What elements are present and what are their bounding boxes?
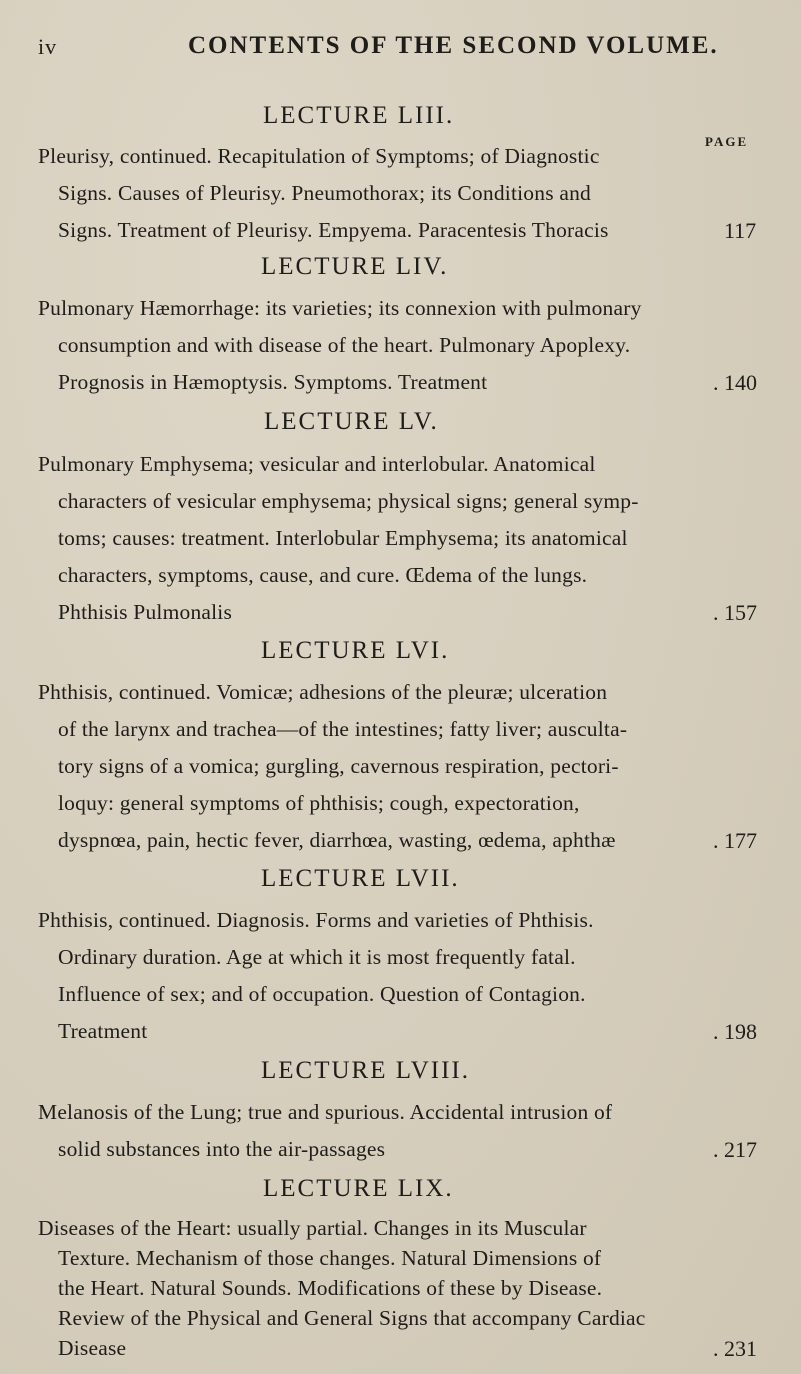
lecture-heading: LECTURE LIII. bbox=[263, 102, 455, 129]
lecture-heading: LECTURE LV. bbox=[264, 408, 439, 435]
entry-line: Signs. Causes of Pleurisy. Pneumothorax; its Conditions and bbox=[58, 181, 591, 205]
entry-line: Texture. Mechanism of those changes. Natural Dimensions of bbox=[58, 1246, 602, 1270]
lecture-heading: LECTURE LIV. bbox=[261, 253, 449, 280]
entry-line: Influence of sex; and of occupation. Question of Contagion. bbox=[58, 982, 586, 1006]
entry-line: Prognosis in Hæmoptysis. Symptoms. Treatment bbox=[58, 370, 488, 394]
entry-line: Phthisis, continued. Diagnosis. Forms and varieties of Phthisis. bbox=[38, 908, 594, 932]
entry-line: Signs. Treatment of Pleurisy. Empyema. Paracentesis Thoracis bbox=[58, 218, 609, 242]
entry-line: Disease bbox=[58, 1336, 127, 1360]
page-folio: iv bbox=[38, 34, 58, 59]
entry-line: Melanosis of the Lung; true and spurious. Accidental intrusion of bbox=[38, 1100, 613, 1124]
entry-line: Diseases of the Heart: usually partial. Changes in its Muscular bbox=[38, 1216, 587, 1240]
entry-line: tory signs of a vomica; gurgling, cavernous respiration, pectori- bbox=[58, 754, 619, 778]
entry-line: dyspnœa, pain, hectic fever, diarrhœa, wasting, œdema, aphthæ bbox=[58, 828, 616, 852]
page-reference: . 157 bbox=[713, 600, 757, 625]
entry-line: characters, symptoms, cause, and cure. Œdema of the lungs. bbox=[58, 563, 588, 587]
page-reference: 117 bbox=[724, 218, 757, 243]
entry-line: Review of the Physical and General Signs that accompany Cardiac bbox=[58, 1306, 646, 1330]
entry-line: Phthisis, continued. Vomicæ; adhesions of the pleuræ; ulceration bbox=[38, 680, 608, 704]
entry-line: Ordinary duration. Age at which it is most frequently fatal. bbox=[58, 945, 576, 969]
entry-line: Pulmonary Emphysema; vesicular and interlobular. Anatomical bbox=[38, 452, 596, 476]
entry-line: characters of vesicular emphysema; physical signs; general symp- bbox=[58, 489, 639, 513]
running-head-title: CONTENTS OF THE SECOND VOLUME. bbox=[188, 32, 719, 59]
page-column-label: PAGE bbox=[705, 134, 749, 149]
lecture-heading: LECTURE LVIII. bbox=[261, 1057, 470, 1084]
page-reference: . 177 bbox=[713, 828, 757, 853]
entry-line: of the larynx and trachea—of the intestines; fatty liver; ausculta- bbox=[58, 717, 628, 741]
entry-line: loquy: general symptoms of phthisis; cough, expectoration, bbox=[58, 791, 580, 815]
lecture-heading: LECTURE LIX. bbox=[263, 1175, 454, 1202]
page-reference: . 198 bbox=[713, 1019, 757, 1044]
entry-line: consumption and with disease of the heart. Pulmonary Apoplexy. bbox=[58, 333, 631, 357]
entry-line: Pulmonary Hæmorrhage: its varieties; its connexion with pulmonary bbox=[38, 296, 642, 320]
entry-line: toms; causes: treatment. Interlobular Emphysema; its anatomical bbox=[58, 526, 628, 550]
entry-line: the Heart. Natural Sounds. Modifications of these by Disease. bbox=[58, 1276, 603, 1300]
entry-line: Treatment bbox=[58, 1019, 148, 1043]
lecture-heading: LECTURE LVI. bbox=[261, 637, 450, 664]
entry-line: solid substances into the air-passages bbox=[58, 1137, 386, 1161]
running-head bbox=[38, 32, 758, 62]
page-reference: . 140 bbox=[713, 370, 757, 395]
entry-line: Pleurisy, continued. Recapitulation of Symptoms; of Diagnostic bbox=[38, 144, 600, 168]
page-reference: . 231 bbox=[713, 1336, 757, 1361]
entry-line: Phthisis Pulmonalis bbox=[58, 600, 233, 624]
page-reference: . 217 bbox=[713, 1137, 757, 1162]
lecture-heading: LECTURE LVII. bbox=[261, 865, 460, 892]
